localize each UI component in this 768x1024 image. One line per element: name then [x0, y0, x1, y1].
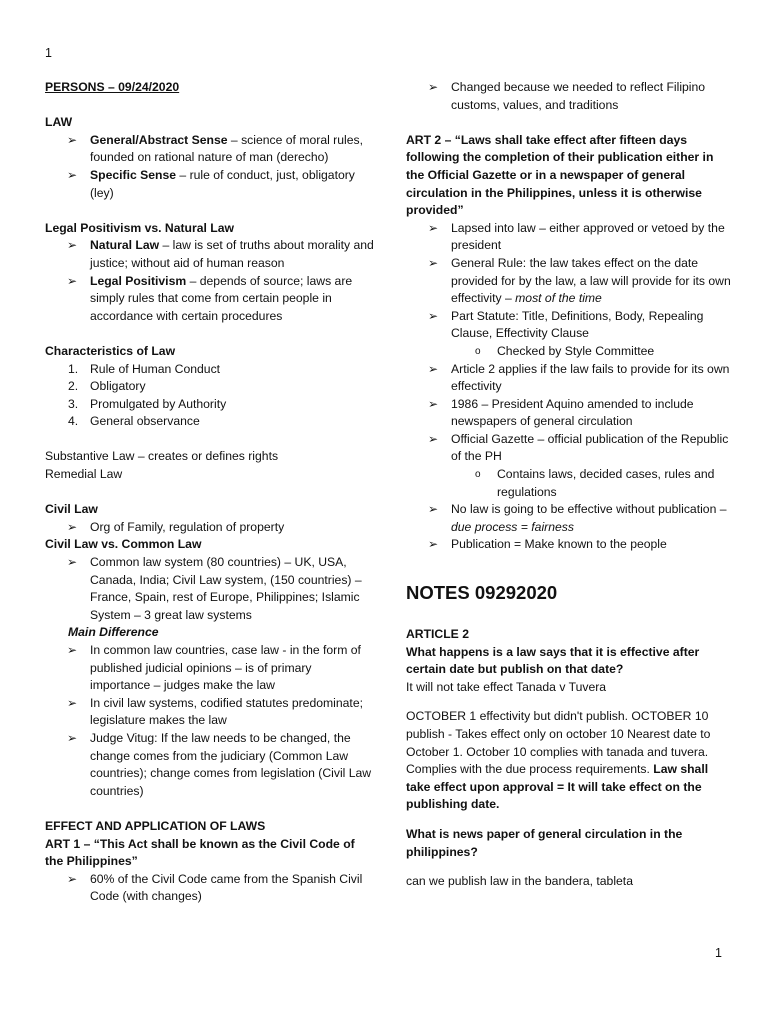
- substantive-law-line: Substantive Law – creates or defines rights: [45, 449, 279, 464]
- art1-list: [45, 871, 375, 906]
- list-item: ➢ No law is going to be effective without publication – due process = fairness: [451, 501, 732, 536]
- list-item: ➢ Lapsed into law – either approved or vetoed by the president: [451, 220, 732, 255]
- civil-vs-common-title: Civil Law vs. Common Law: [45, 537, 202, 552]
- document-heading: PERSONS – 09/24/2020: [45, 80, 180, 94]
- list-item: ➢ Changed because we needed to reflect Filipino customs, values, and traditions: [451, 79, 732, 114]
- positivism-section-title: Legal Positivism vs. Natural Law: [45, 220, 234, 235]
- list-item: ➢ Common law system (80 countries) – UK, USA, Canada, India; Civil Law system, (150 countries) – France, Spain, rest of Europe, Philippines; Islamic System – 3 great law systems: [90, 554, 375, 624]
- list-item: 2. Obligatory: [68, 379, 146, 394]
- civil-law-title: Civil Law: [45, 502, 98, 517]
- list-item: ➢ General Rule: the law takes effect on the date provided for by the law, a law will provide for its own effectivity – most of the time: [451, 255, 732, 308]
- civil-law-list: [45, 519, 375, 537]
- page-number-bottom: 1: [715, 946, 722, 960]
- list-item: ➢ In civil law systems, codified statutes predominate; legislature makes the law: [90, 695, 375, 730]
- main-difference-label: Main Difference: [68, 625, 159, 640]
- list-item: ➢ 1986 – President Aquino amended to include newspapers of general circulation: [451, 396, 732, 431]
- characteristics-list: [45, 361, 375, 431]
- question-3: can we publish law in the bandera, tableta: [406, 874, 633, 889]
- law-section-title: LAW: [45, 115, 73, 130]
- positivism-list: [45, 237, 375, 325]
- page-number-top: 1: [45, 46, 52, 60]
- gazette-sublist: [406, 466, 732, 501]
- list-item: ➢ Legal Positivism – depends of source; laws are simply rules that come from certain people in accordance with certain procedures: [90, 273, 375, 326]
- list-item: 3. Promulgated by Authority: [68, 396, 227, 411]
- right-column: [406, 79, 732, 891]
- art2-list-continued: [406, 361, 732, 467]
- notes-title: NOTES 09292020: [406, 582, 558, 604]
- list-item: ➢ Part Statute: Title, Definitions, Body, Repealing Clause, Effectivity Clause: [451, 308, 732, 343]
- list-item: ➢ General/Abstract Sense – science of moral rules, founded on rational nature of man (derecho): [90, 132, 375, 167]
- remedial-law-line: Remedial Law: [45, 467, 123, 482]
- list-item: o Checked by Style Committee: [497, 343, 732, 361]
- list-item: ➢ Article 2 applies if the law fails to provide for its own effectivity: [451, 361, 732, 396]
- civil-vs-common-list: [45, 554, 375, 624]
- law-senses-list: [45, 132, 375, 202]
- effect-section-title: EFFECT AND APPLICATION OF LAWS: [45, 818, 266, 833]
- list-item: 1. Rule of Human Conduct: [68, 361, 221, 376]
- paragraph-october: OCTOBER 1 effectivity but didn't publish. OCTOBER 10 publish - Takes effect only on october 10 Nearest date to October 1. October 10 complies with tanada and tuvera. Complies with the due process requirements. Law shall take effect upon approval = It will take effect on the publishing date.: [406, 709, 711, 812]
- list-item: ➢ Official Gazette – official publication of the Republic of the PH: [451, 431, 732, 466]
- list-item: ➢ Natural Law – law is set of truths about morality and justice; without aid of human reason: [90, 237, 375, 272]
- difference-list: [45, 642, 375, 800]
- list-item: ➢ 60% of the Civil Code came from the Spanish Civil Code (with changes): [90, 871, 375, 906]
- article2-label: ARTICLE 2: [406, 627, 469, 642]
- list-item: o Contains laws, decided cases, rules and regulations: [497, 466, 732, 501]
- part-statute-sublist: [406, 343, 732, 361]
- question-1: What happens is a law says that it is effective after certain date but publish on that date?: [406, 644, 700, 677]
- art2-list: [406, 220, 732, 343]
- list-item: ➢ Specific Sense – rule of conduct, just, obligatory (ley): [90, 167, 375, 202]
- art1-text: ART 1 – “This Act shall be known as the Civil Code of the Philippines”: [45, 836, 355, 869]
- answer-1: It will not take effect Tanada v Tuvera: [406, 679, 607, 694]
- left-column: [45, 79, 375, 906]
- question-2: What is news paper of general circulation in the philippines?: [406, 826, 683, 859]
- list-item: 4. General observance: [68, 414, 200, 429]
- changed-list: [406, 79, 732, 114]
- list-item: ➢ Judge Vitug: If the law needs to be changed, the change comes from the judiciary (Common Law countries); change comes from legislation (Civil Law countries): [90, 730, 375, 800]
- list-item: ➢ Publication = Make known to the people: [451, 536, 732, 554]
- art2-text: ART 2 – “Laws shall take effect after fifteen days following the completion of their publication either in the Official Gazette or in a newspaper of general circulation in the Philippines, unless it is otherwise provided”: [406, 132, 714, 218]
- characteristics-section-title: Characteristics of Law: [45, 343, 176, 358]
- list-item: ➢ Org of Family, regulation of property: [90, 519, 375, 537]
- art2-list-end: [406, 501, 732, 554]
- list-item: ➢ In common law countries, case law - in the form of published judicial opinions – is of primary importance – judges make the law: [90, 642, 375, 695]
